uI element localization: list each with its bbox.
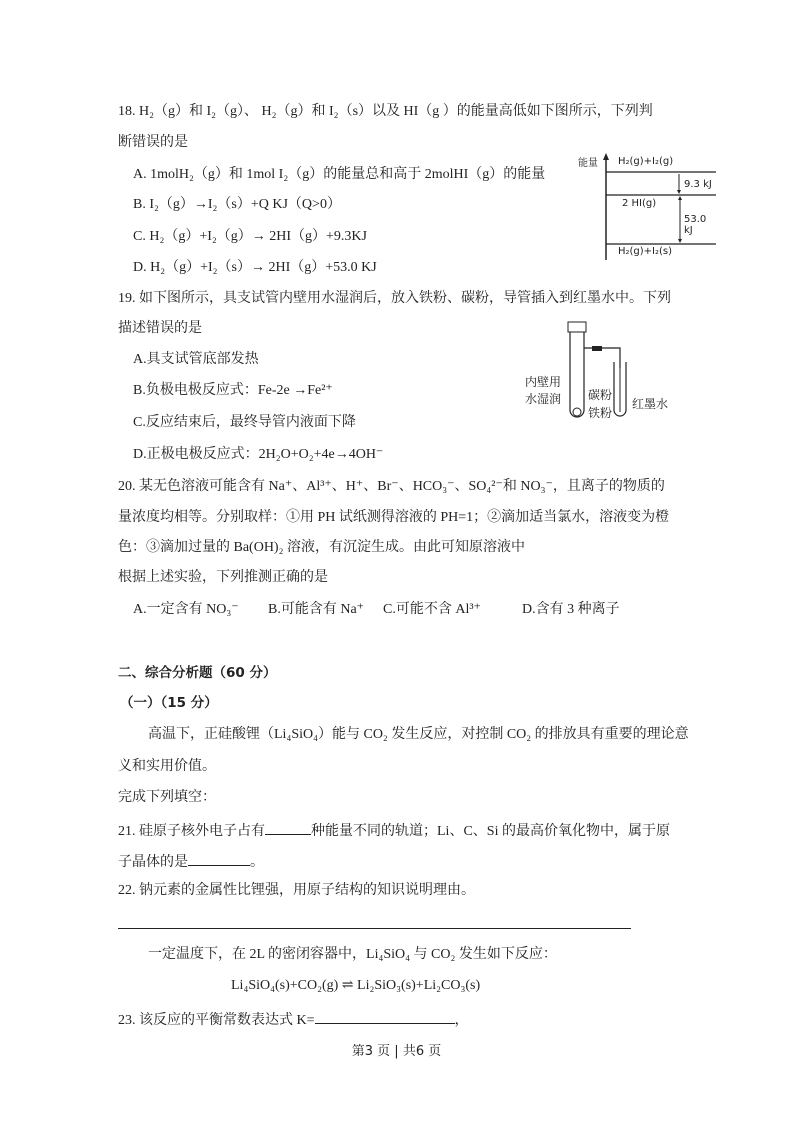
label-carbon: 碳粉 xyxy=(588,388,613,402)
q19-option-c: C.反应结束后，最终导管内液面下降 xyxy=(133,415,356,430)
q20-stem-3: 色：③滴加过量的 Ba(OH)₂ 溶液，有沉淀生成。由此可知原溶液中 xyxy=(118,540,525,555)
q18-stem: 18. H₂（g）和 I₂（g）、 H₂（g）和 I₂（s）以及 HI（g ）的能量高低如下图所示，下列判 xyxy=(118,104,653,119)
intro-line-2: 义和实用价值。 xyxy=(118,759,216,774)
q21-line-2 xyxy=(118,851,264,872)
q21-text-a: 21. 硅原子核外电子占有 xyxy=(118,824,265,839)
q23-blank[interactable] xyxy=(315,1009,455,1024)
q23-line xyxy=(118,1009,469,1030)
q22-text: 22. 钠元素的金属性比锂强，用原子结构的知识说明理由。 xyxy=(118,883,475,898)
instruction: 完成下列填空： xyxy=(118,790,216,805)
label-wall-2: 水湿润 xyxy=(525,392,562,406)
label-red-ink: 红墨水 xyxy=(632,397,669,411)
page-footer: 第3 页 | 共6 页 xyxy=(351,1044,442,1059)
q18-stem-cont: 断错误的是 xyxy=(118,135,188,150)
reaction-condition: 一定温度下，在 2L 的密闭容器中，Li₄SiO₄ 与 CO₂ 发生如下反应： xyxy=(148,947,557,962)
label-iron: 铁粉 xyxy=(588,406,613,420)
q18-option-c: C. H₂（g）+I₂（g）→ 2HI（g）+9.3KJ xyxy=(133,229,367,244)
q19-option-a: A.具支试管底部发热 xyxy=(133,352,259,367)
q18-option-a: A. 1molH₂（g）和 1mol I₂（g）的能量总和高于 2molHI（g）的能量 xyxy=(133,167,546,182)
q20-stem-2: 量浓度均相等。分别取样：①用 PH 试纸测得溶液的 PH=1；②滴加适当氯水，溶液变为橙 xyxy=(118,510,670,525)
level-mid-label: 2 HI(g) xyxy=(622,198,657,209)
part-title: （一）（15 分） xyxy=(120,695,218,711)
q23-comma: ， xyxy=(454,1013,469,1028)
intro-line-1: 高温下，正硅酸锂（Li₄SiO₄）能与 CO₂ 发生反应，对控制 CO₂ 的排放具有重要的理论意 xyxy=(148,727,689,742)
q19-stem: 19. 如下图所示，具支试管内壁用水湿润后，放入铁粉、碳粉，导管插入到红墨水中。下列 xyxy=(118,291,671,306)
q21-text-c: 子晶体的是 xyxy=(118,855,188,870)
gap1-label: 9.3 kJ xyxy=(684,179,712,190)
reaction-equation: Li₄SiO₄(s)+CO₂(g) ⇌ Li₂SiO₃(s)+Li₂CO₃(s) xyxy=(231,978,481,993)
energy-axis-label: 能量 xyxy=(578,158,598,169)
q20-stem-4: 根据上述实验，下列推测正确的是 xyxy=(118,570,328,585)
q20-option-b: B.可能含有 Na⁺ xyxy=(268,602,365,617)
label-wall-1: 内壁用 xyxy=(525,375,562,389)
q21-text-b: 种能量不同的轨道；Li、C、Si 的最高价氧化物中，属于原 xyxy=(311,824,670,839)
q19-option-b: B.负极电极反应式：Fe-2e →Fe²⁺ xyxy=(133,383,333,398)
section-title: 二、综合分析题（60 分） xyxy=(118,665,277,681)
gap2-label: 53.0 kJ xyxy=(684,214,707,236)
energy-level-diagram xyxy=(578,150,718,262)
q20-option-c: C.可能不含 Al³⁺ xyxy=(383,602,481,617)
q23-text: 23. 该反应的平衡常数表达式 K= xyxy=(118,1013,315,1028)
test-tube-diagram xyxy=(520,318,700,428)
q19-option-d: D.正极电极反应式：2H₂O+O₂+4e→4OH⁻ xyxy=(133,447,384,462)
q21-line-1 xyxy=(118,820,670,841)
q19-stem-cont: 描述错误的是 xyxy=(118,321,202,336)
q22-answer-line[interactable] xyxy=(118,928,631,929)
q21-blank-1[interactable] xyxy=(265,820,311,835)
level-top-label: H₂(g)+I₂(g) xyxy=(618,156,674,167)
q18-option-d: D. H₂（g）+I₂（s）→ 2HI（g）+53.0 KJ xyxy=(133,260,377,275)
q20-option-a: A.一定含有 NO₃⁻ xyxy=(133,602,239,617)
q21-text-d: 。 xyxy=(250,855,264,870)
q21-blank-2[interactable] xyxy=(188,851,250,866)
level-bottom-label: H₂(g)+I₂(s) xyxy=(618,246,673,257)
q18-option-b: B. I₂（g）→I₂（s）+Q KJ（Q>0） xyxy=(133,197,341,212)
q20-option-d: D.含有 3 种离子 xyxy=(522,602,620,617)
q20-stem: 20. 某无色溶液可能含有 Na⁺、Al³⁺、H⁺、Br⁻、HCO₃⁻、SO₄²⁻和 NO₃⁻，且离子的物质的 xyxy=(118,479,665,494)
